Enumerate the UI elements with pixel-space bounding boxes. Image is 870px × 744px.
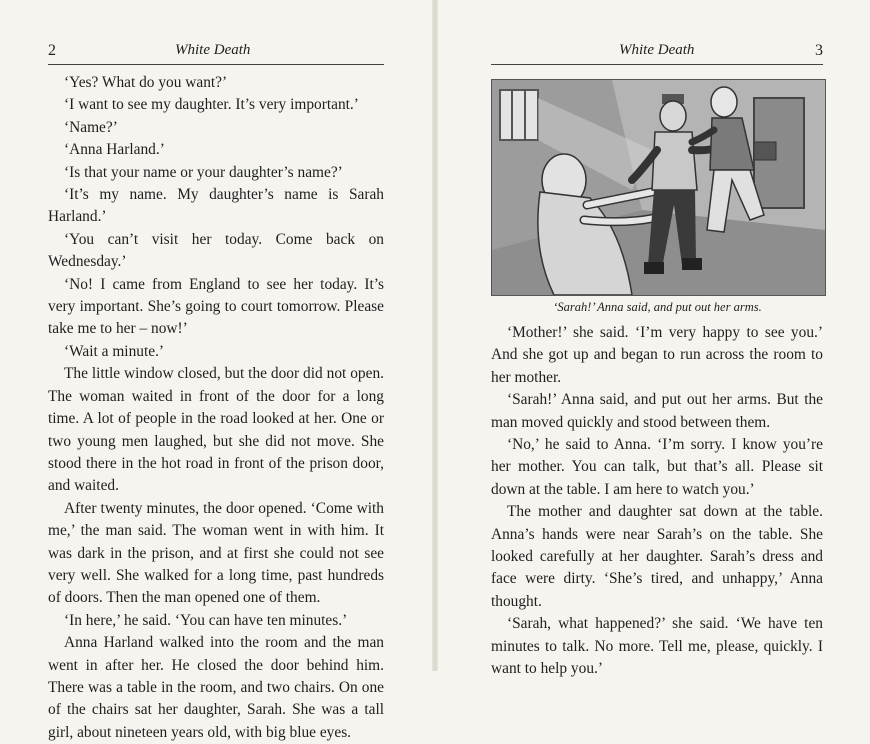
paragraph: ‘Mother!’ she said. ‘I’m very happy to see you.’ And she got up and began to run across the room to her mother.: [491, 324, 823, 386]
illustration-caption: ‘Sarah!’ Anna said, and put out her arms.: [553, 300, 762, 314]
paragraph: ‘Sarah!’ Anna said, and put out her arms. But the man moved quickly and stood between them.: [491, 391, 823, 431]
paragraph: ‘No,’ he said to Anna. ‘I’m sorry. I know you’re her mother. You can talk, but that’s all. Please sit down at the table. I am here to watch you.’: [491, 436, 823, 498]
paragraph: ‘You can’t visit her today. Come back on Wednesday.’: [48, 230, 384, 271]
paragraph: The mother and daughter sat down at the table. Anna’s hands were near Sarah’s on the table. She looked carefully at her daughter. Sarah’s dress and face were dirty. ‘She’s tired, and unhappy,’ Anna thought.: [491, 503, 823, 610]
paragraph: ‘Name?’: [64, 118, 118, 136]
left-page: [0, 0, 435, 741]
paragraph: ‘No! I came from England to see her today. It’s very important. She’s going to court tomorrow. Please take me to her – now!’: [48, 275, 384, 338]
right-page: [435, 0, 870, 678]
left-page-text: [48, 72, 384, 744]
left-page-number: 2: [48, 42, 56, 59]
right-page-number: 3: [815, 42, 823, 59]
right-running-head: White Death: [619, 42, 695, 58]
paragraph: ‘In here,’ he said. ‘You can have ten minutes.’: [64, 611, 348, 629]
paragraph: ‘It’s my name. My daughter’s name is Sarah Harland.’: [48, 186, 384, 226]
left-running-head: White Death: [175, 42, 251, 58]
right-page-header: [491, 40, 823, 65]
paragraph: ‘I want to see my daughter. It’s very important.’: [64, 96, 359, 114]
paragraph: ‘Wait a minute.’: [64, 342, 165, 360]
paragraph: ‘Anna Harland.’: [64, 141, 165, 159]
paragraph: The little window closed, but the door did not open. The woman waited in front of the door for a long time. A lot of people in the road looked at her. One or two young men laughed, but she did not move. She stood there in the hot road in front of the prison door, and waited.: [48, 365, 384, 495]
left-page-header: [48, 40, 384, 65]
paragraph: ‘Sarah, what happened?’ she said. ‘We have ten minutes to talk. No more. Tell me, please, quickly. I want to help you.’: [491, 615, 823, 678]
right-page-text: [491, 322, 823, 681]
paragraph: After twenty minutes, the door opened. ‘Come with me,’ the man said. The woman went in with him. It was dark in the prison, and at first she could not see very well. She walked for a long time, past hundreds of doors. Then the man opened one of them.: [48, 499, 384, 607]
paragraph: ‘Is that your name or your daughter’s name?’: [64, 163, 343, 181]
paragraph: ‘Yes? What do you want?’: [64, 74, 228, 91]
paragraph: Anna Harland walked into the room and the man went in after her. He closed the door behind him. There was a table in the room, and two chairs. On one of the chairs sat her daughter, Sarah. She was a tall girl, about nineteen years old, with big blue eyes.: [48, 634, 384, 741]
story-illustration: [491, 79, 826, 296]
